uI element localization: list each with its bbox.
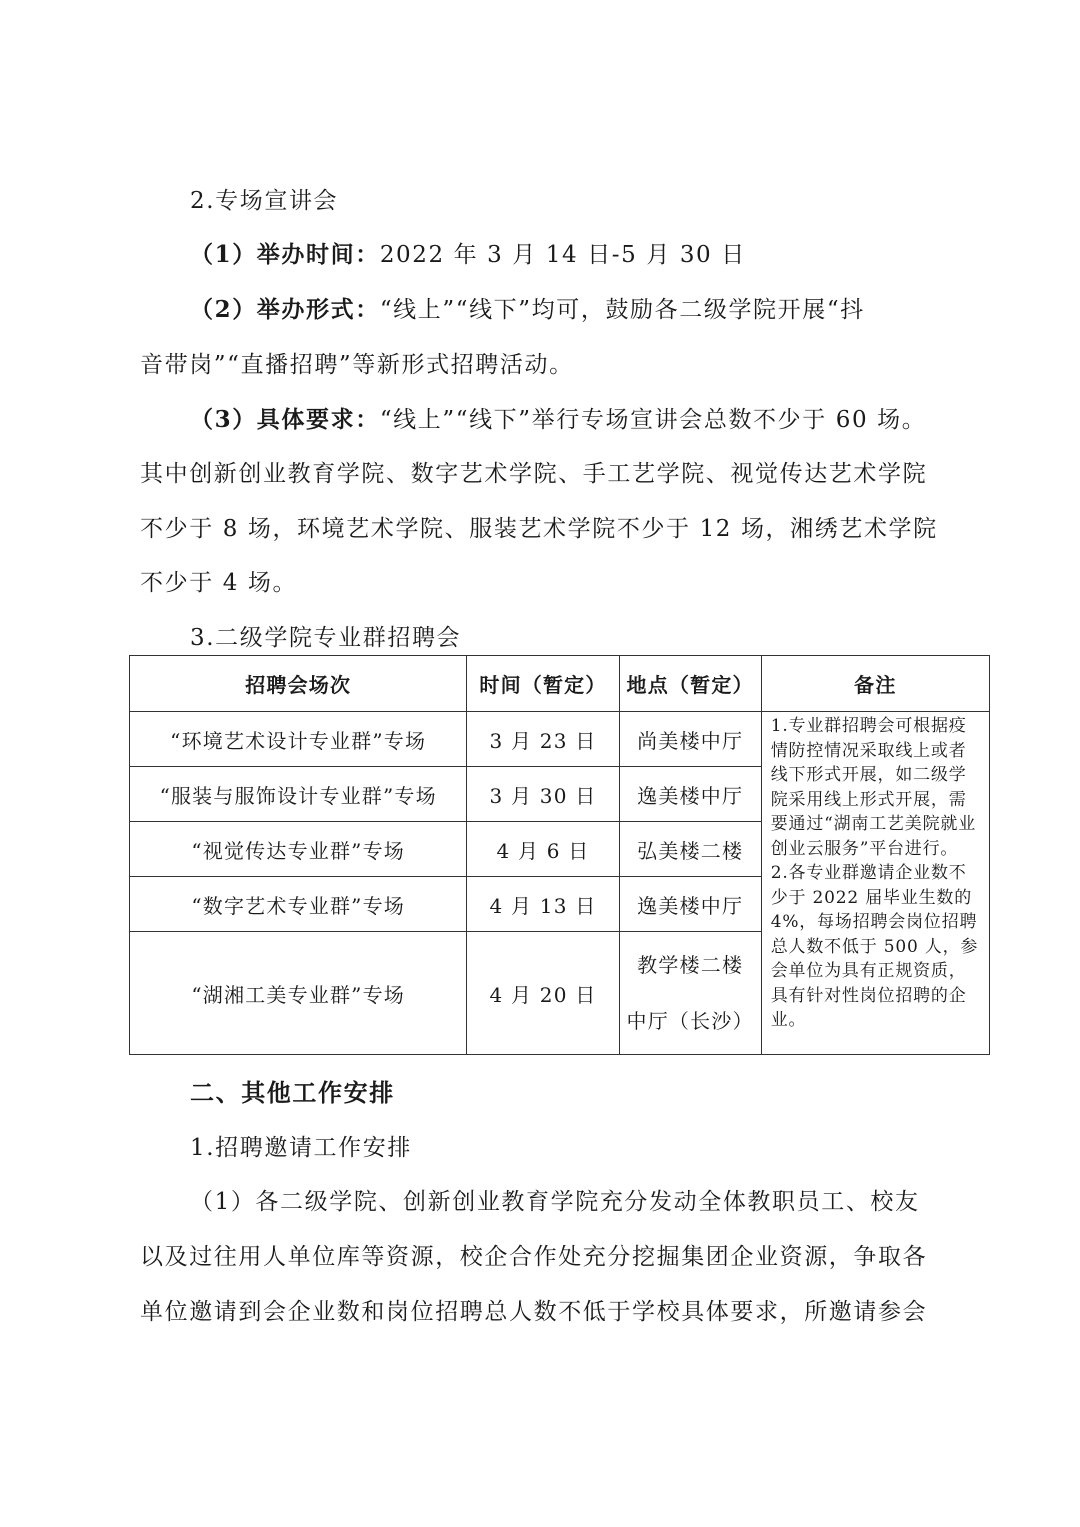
item-time-text: 2022 年 3 月 14 日-5 月 30 日 <box>379 242 746 268</box>
cell-session: “数字艺术专业群”专场 <box>130 877 467 932</box>
item-time-label: （1）举办时间： <box>190 241 380 268</box>
cell-time: 3 月 30 日 <box>467 767 619 822</box>
para-line-3: 单位邀请到会企业数和岗位招聘总人数不低于学校具体要求，所邀请参会 <box>140 1299 928 1325</box>
item-requirements-line-3: 不少于 4 场。 <box>140 570 298 596</box>
cell-location-line-2: 中厅（长沙） <box>626 1009 754 1033</box>
item-requirements-text: “线上”“线下”举行专场宣讲会总数不少于 60 场。 <box>379 407 927 433</box>
sub-title-invitation: 1.招聘邀请工作安排 <box>190 1135 412 1161</box>
table-header-row <box>130 656 990 712</box>
header-location: 地点（暂定） <box>619 656 761 712</box>
cell-time: 4 月 20 日 <box>467 932 619 1055</box>
cell-location: 尚美楼中厅 <box>619 712 761 767</box>
cell-location-line-1: 教学楼二楼 <box>637 953 744 977</box>
note-1: 1.专业群招聘会可根据疫情防控情况采取线上或者线下形式开展，如二级学院采用线上形式开展，需要通过“湖南工艺美院就业创业云服务”平台进行。 <box>770 716 977 859</box>
table-row <box>130 712 990 767</box>
cell-location: 弘美楼二楼 <box>619 822 761 877</box>
header-session: 招聘会场次 <box>130 656 467 712</box>
job-fair-table <box>129 655 990 1055</box>
item-format-label: （2）举办形式： <box>190 296 380 323</box>
item-requirements <box>190 405 950 435</box>
cell-session: “视觉传达专业群”专场 <box>130 822 467 877</box>
cell-time: 3 月 23 日 <box>467 712 619 767</box>
item-requirements-line-1: 其中创新创业教育学院、数字艺术学院、手工艺学院、视觉传达艺术学院 <box>140 461 928 487</box>
section-title-speech-sessions: 2.专场宣讲会 <box>190 188 339 214</box>
cell-notes <box>761 712 989 1055</box>
para-line-1: （1）各二级学院、创新创业教育学院充分发动全体教职员工、校友 <box>190 1189 920 1215</box>
item-format-continuation: 音带岗”“直播招聘”等新形式招聘活动。 <box>140 352 574 378</box>
cell-location: 逸美楼中厅 <box>619 877 761 932</box>
item-requirements-label: （3）具体要求： <box>190 406 380 433</box>
cell-session: “湖湘工美专业群”专场 <box>130 932 467 1055</box>
item-format-text: “线上”“线下”均可，鼓励各二级学院开展“抖 <box>379 297 865 323</box>
header-notes: 备注 <box>761 656 989 712</box>
item-requirements-line-2: 不少于 8 场，环境艺术学院、服装艺术学院不少于 12 场，湘绣艺术学院 <box>140 516 938 542</box>
header-time: 时间（暂定） <box>467 656 619 712</box>
section-title-job-fairs: 3.二级学院专业群招聘会 <box>190 625 462 651</box>
part-title-other-arrangements: 二、其他工作安排 <box>190 1078 395 1107</box>
cell-session: “环境艺术设计专业群”专场 <box>130 712 467 767</box>
para-line-2: 以及过往用人单位库等资源，校企合作处充分挖掘集团企业资源，争取各 <box>140 1244 928 1270</box>
item-time <box>190 240 950 270</box>
cell-time: 4 月 13 日 <box>467 877 619 932</box>
item-format <box>190 295 950 325</box>
cell-session: “服装与服饰设计专业群”专场 <box>130 767 467 822</box>
cell-location: 逸美楼中厅 <box>619 767 761 822</box>
cell-time: 4 月 6 日 <box>467 822 619 877</box>
cell-location <box>619 932 761 1055</box>
note-2: 2.各专业群邀请企业数不少于 2022 届毕业生数的 4%，每场招聘会岗位招聘总人数不低于 500 人，参会单位为具有正规资质，具有针对性岗位招聘的企业。 <box>770 863 979 1030</box>
